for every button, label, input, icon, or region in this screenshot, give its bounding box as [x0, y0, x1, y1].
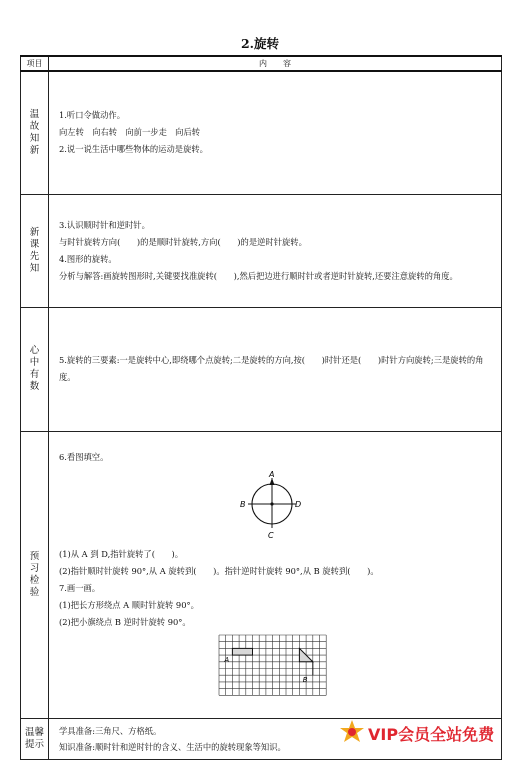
section-label: 温馨提示: [21, 718, 49, 759]
text-line: 1.听口令做动作。: [59, 110, 125, 121]
header-item: 项目: [21, 56, 49, 71]
vip-logo-icon: [338, 718, 366, 746]
section-label: 新课先知: [21, 194, 49, 307]
tip-line: 知识准备:顺时针和逆时针的含义、生活中的旋转现象等知识。: [59, 741, 286, 752]
section-content: [49, 431, 502, 718]
point-d-label: D: [295, 499, 302, 509]
section-preview: [21, 194, 502, 307]
analysis-text: 分析与解答:画旋转图形时,关键要找准旋转( ),然后把边进行顺时针或者逆时针旋转,还要注意旋转的角度。: [59, 270, 458, 281]
header-content: 内 容: [49, 56, 502, 71]
square-grid: [59, 631, 499, 701]
point-b-label: B: [240, 499, 246, 509]
point-a-label: A: [269, 469, 275, 479]
question-6-2: (2)指针顺时针旋转 90°,从 A 旋转到( )。指针逆时针旋转 90°,从 B 旋转到( )。: [59, 565, 379, 576]
question-7-1: (1)把长方形绕点 A 顺时针旋转 90°。: [59, 599, 199, 610]
table-header-row: [21, 56, 502, 71]
section-label: 心中有数: [21, 307, 49, 431]
keypoints-text: 5.旋转的三要素:一是旋转中心,即绕哪个点旋转;二是旋转的方向,按( )时针还是( )时针方向旋转;三是旋转的角度。: [59, 355, 484, 382]
vip-text: VIP会员全站免费: [368, 725, 495, 744]
clock-figure: [59, 466, 495, 546]
section-keypoints: [21, 307, 502, 431]
section-content: [49, 194, 502, 307]
point-c-label: C: [268, 530, 274, 540]
section-content: [49, 71, 502, 194]
text-line: 向左转 向右转 向前一步走 向后转: [59, 127, 201, 138]
text-line: 3.认识顺时针和逆时针。: [59, 219, 150, 230]
question-6-1: (1)从 A 到 D,指针旋转了( )。: [59, 548, 184, 559]
section-label: 温故知新: [21, 71, 49, 194]
text-line: 与时针旋转方向( )的是顺时针旋转,方向( )的是逆时针旋转。: [59, 236, 307, 247]
tip-line: 学具准备:三角尺、方格纸。: [59, 725, 162, 736]
text-line: 4.图形的旋转。: [59, 253, 117, 264]
grid-figure: [59, 631, 495, 701]
section-review: [21, 71, 502, 194]
section-check: [21, 431, 502, 718]
section-content: [49, 307, 502, 431]
vip-watermark: [338, 718, 520, 748]
question-6: 6.看图填空。: [59, 451, 109, 462]
circle-diagram: [59, 466, 499, 546]
rectangle-shape: [232, 648, 252, 655]
worksheet-table: [20, 55, 502, 760]
grid-point-a-label: A: [224, 655, 230, 664]
grid-point-b-label: B: [302, 675, 308, 684]
page-title: 2.旋转: [240, 36, 280, 51]
section-label: 预习检验: [21, 431, 49, 718]
question-7: 7.画一画。: [59, 582, 101, 593]
text-line: 2.说一说生活中哪些物体的运动是旋转。: [59, 144, 208, 155]
question-7-2: (2)把小旗绕点 B 逆时针旋转 90°。: [59, 616, 191, 627]
